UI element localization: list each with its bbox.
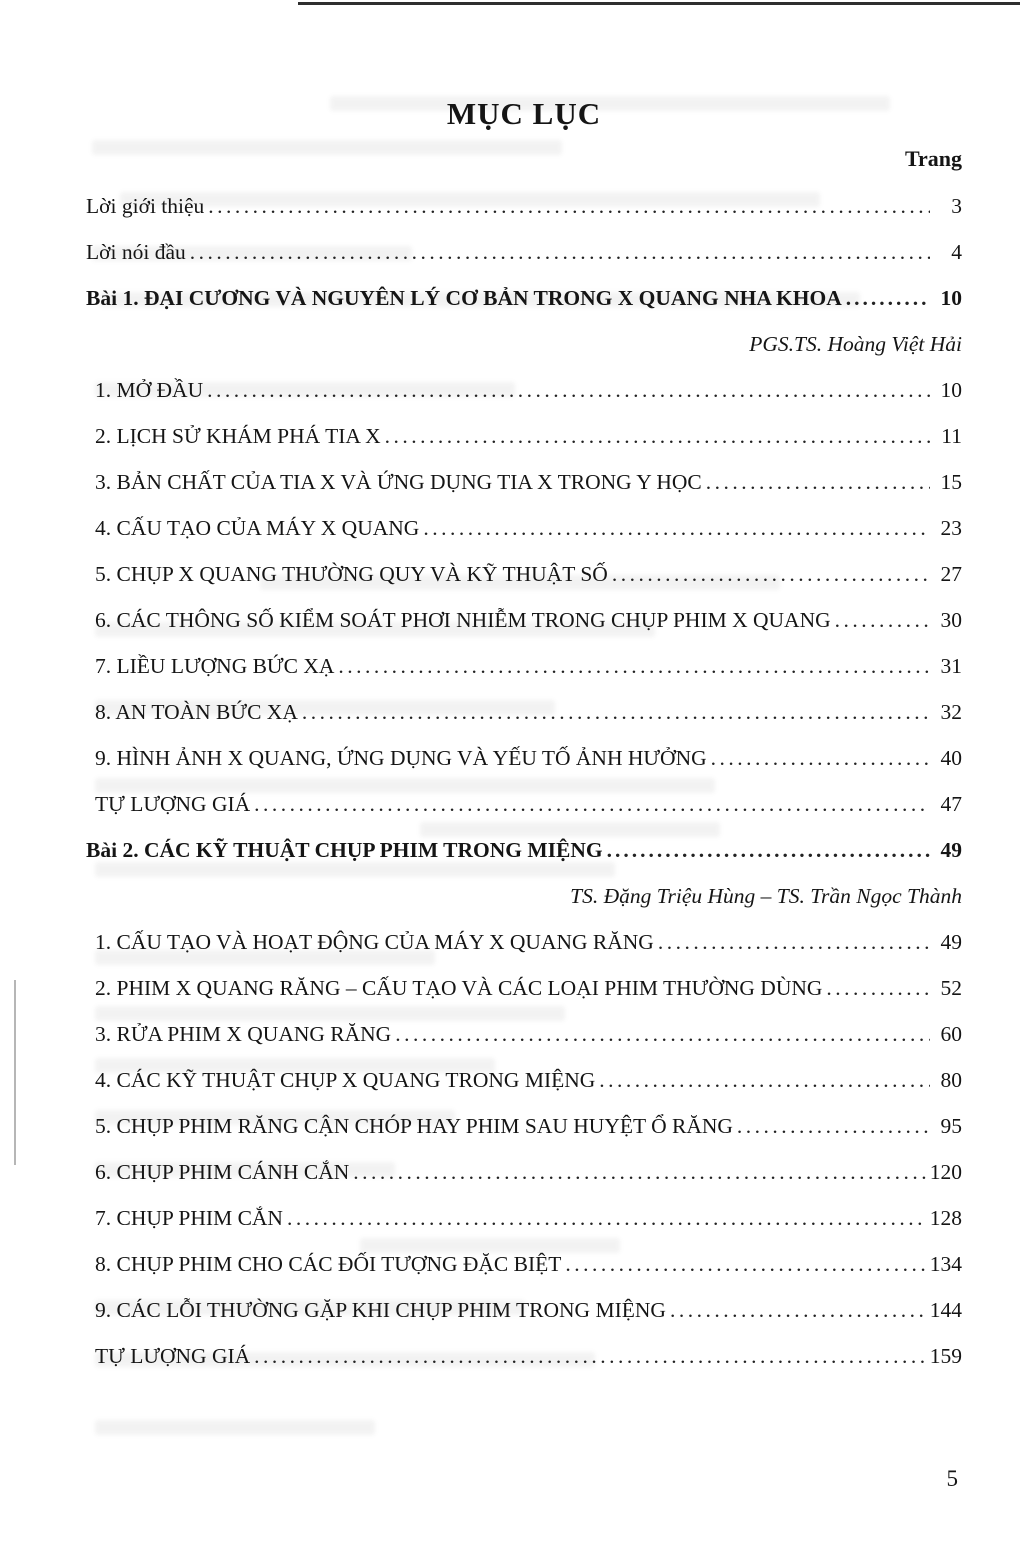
- toc-entry: [86, 468, 962, 497]
- toc-entry: [86, 1020, 962, 1049]
- page-number: 5: [946, 1466, 958, 1491]
- toc-entry-label: 5. CHỤP PHIM RĂNG CẬN CHÓP HAY PHIM SAU HUYỆT Ổ RĂNG: [95, 1114, 733, 1138]
- toc-entry-label: 9. CÁC LỖI THƯỜNG GẶP KHI CHỤP PHIM TRONG MIỆNG: [95, 1298, 666, 1322]
- toc-entry-page: 159: [929, 1344, 962, 1368]
- toc-entry-page: 49: [940, 930, 962, 954]
- toc-heading-page: 49: [940, 838, 962, 862]
- toc-entry-page: 31: [940, 654, 962, 678]
- dot-leader: [423, 514, 930, 543]
- toc-entry: [86, 238, 962, 267]
- dot-leader: [835, 606, 930, 635]
- toc-entry: [86, 698, 962, 727]
- toc-entry-label: 7. CHỤP PHIM CẮN: [95, 1206, 283, 1230]
- toc-entry-label: 6. CÁC THÔNG SỐ KIỂM SOÁT PHƠI NHIỄM TRONG CHỤP PHIM X QUANG: [95, 608, 831, 632]
- dot-leader: [287, 1204, 926, 1233]
- dot-leader: [826, 974, 930, 1003]
- toc-entry-label: 8. AN TOÀN BỨC XẠ: [95, 700, 298, 724]
- toc-entry: [86, 1342, 962, 1371]
- dot-leader: [612, 560, 930, 589]
- toc-entry-page: 11: [941, 424, 962, 448]
- toc-entry-label: TỰ LƯỢNG GIÁ: [95, 792, 251, 816]
- toc-entry-page: 144: [929, 1298, 962, 1322]
- toc-entry-label: Lời giới thiệu: [86, 194, 205, 218]
- section-author: TS. Đặng Triệu Hùng – TS. Trần Ngọc Thành: [570, 884, 962, 908]
- toc-entry-label: 3. BẢN CHẤT CỦA TIA X VÀ ỨNG DỤNG TIA X TRONG Y HỌC: [95, 470, 702, 494]
- toc-entry-label: 8. CHỤP PHIM CHO CÁC ĐỐI TƯỢNG ĐẶC BIỆT: [95, 1252, 562, 1276]
- toc-entry-label: 9. HÌNH ẢNH X QUANG, ỨNG DỤNG VÀ YẾU TỐ ẢNH HƯỞNG: [95, 746, 707, 770]
- toc-entry-page: 120: [929, 1160, 962, 1184]
- toc-heading-label: Bài 1. ĐẠI CƯƠNG VÀ NGUYÊN LÝ CƠ BẢN TRONG X QUANG NHA KHOA: [86, 286, 842, 310]
- toc-entry-page: 47: [940, 792, 962, 816]
- dot-leader: [395, 1020, 930, 1049]
- toc-heading-label: Bài 2. CÁC KỸ THUẬT CHỤP PHIM TRONG MIỆNG: [86, 838, 603, 862]
- toc-entry-page: 80: [940, 1068, 962, 1092]
- dot-leader: [711, 744, 930, 773]
- dot-leader: [565, 1250, 925, 1279]
- dot-leader: [338, 652, 930, 681]
- toc-entry-label: 4. CẤU TẠO CỦA MÁY X QUANG: [95, 516, 420, 540]
- toc-entry-label: 2. PHIM X QUANG RĂNG – CẤU TẠO VÀ CÁC LOẠI PHIM THƯỜNG DÙNG: [95, 976, 823, 1000]
- toc-entry-label: TỰ LƯỢNG GIÁ: [95, 1344, 251, 1368]
- toc-entry-label: 2. LỊCH SỬ KHÁM PHÁ TIA X: [95, 424, 381, 448]
- toc-entry: [86, 1158, 962, 1187]
- toc-entry: [86, 1296, 962, 1325]
- toc-entry: [86, 744, 962, 773]
- dot-leader: [658, 928, 930, 957]
- dot-leader: [208, 192, 930, 221]
- dot-leader: [737, 1112, 930, 1141]
- toc-entry-page: 128: [929, 1206, 962, 1230]
- toc-entry-page: 134: [929, 1252, 962, 1276]
- toc-entry-label: 7. LIỀU LƯỢNG BỨC XẠ: [95, 654, 335, 678]
- toc-entry: [86, 652, 962, 681]
- dot-leader: [353, 1158, 925, 1187]
- toc-entry-label: 3. RỬA PHIM X QUANG RĂNG: [95, 1022, 392, 1046]
- section-author: PGS.TS. Hoàng Việt Hải: [749, 332, 962, 356]
- toc-entry-label: Lời nói đầu: [86, 240, 186, 264]
- toc-section-heading: [86, 284, 962, 313]
- toc-entry: [86, 560, 962, 589]
- toc-entry: [86, 376, 962, 405]
- toc-entry-label: 1. MỞ ĐẦU: [95, 378, 204, 402]
- dot-leader: [207, 376, 930, 405]
- toc-entry: [86, 422, 962, 451]
- toc-entry: [86, 1204, 962, 1233]
- toc-entry: [86, 514, 962, 543]
- toc-entry-label: 6. CHỤP PHIM CÁNH CẮN: [95, 1160, 350, 1184]
- toc-entry: [86, 192, 962, 221]
- toc-entry-label: 1. CẤU TẠO VÀ HOẠT ĐỘNG CỦA MÁY X QUANG RĂNG: [95, 930, 654, 954]
- toc-entry-page: 4: [951, 240, 962, 264]
- toc-entry-page: 52: [940, 976, 962, 1000]
- toc-entry-page: 40: [940, 746, 962, 770]
- toc-entry-label: 5. CHỤP X QUANG THƯỜNG QUY VÀ KỸ THUẬT SỐ: [95, 562, 608, 586]
- toc-entry: [86, 606, 962, 635]
- dot-leader: [254, 1342, 926, 1371]
- dot-leader: [190, 238, 930, 267]
- bleed-through-ghost: [95, 1420, 375, 1435]
- dot-leader: [254, 790, 930, 819]
- toc-section-heading: [86, 836, 962, 865]
- toc-entry: [86, 974, 962, 1003]
- dot-leader: [607, 836, 930, 865]
- dot-leader: [302, 698, 930, 727]
- toc-entry-page: 15: [940, 470, 962, 494]
- dot-leader: [670, 1296, 926, 1325]
- page-title: MỤC LỤC: [446, 96, 602, 131]
- toc-entry-page: 27: [940, 562, 962, 586]
- toc-entry-page: 60: [940, 1022, 962, 1046]
- toc-entry-page: 32: [940, 700, 962, 724]
- toc-entry: [86, 928, 962, 957]
- dot-leader: [846, 284, 930, 313]
- toc-entry: [86, 1250, 962, 1279]
- toc-entry-label: 4. CÁC KỸ THUẬT CHỤP X QUANG TRONG MIỆNG: [95, 1068, 596, 1092]
- toc-entry: [86, 790, 962, 819]
- toc-entry-page: 30: [940, 608, 962, 632]
- page-column-header: Trang: [904, 146, 962, 171]
- toc-entry-page: 3: [951, 194, 962, 218]
- toc-entry-page: 95: [940, 1114, 962, 1138]
- toc-entry: [86, 1066, 962, 1095]
- toc-heading-page: 10: [940, 286, 962, 310]
- dot-leader: [385, 422, 930, 451]
- dot-leader: [706, 468, 930, 497]
- toc-entry: [86, 1112, 962, 1141]
- toc-entry-page: 10: [940, 378, 962, 402]
- dot-leader: [599, 1066, 930, 1095]
- toc-entry-page: 23: [940, 516, 962, 540]
